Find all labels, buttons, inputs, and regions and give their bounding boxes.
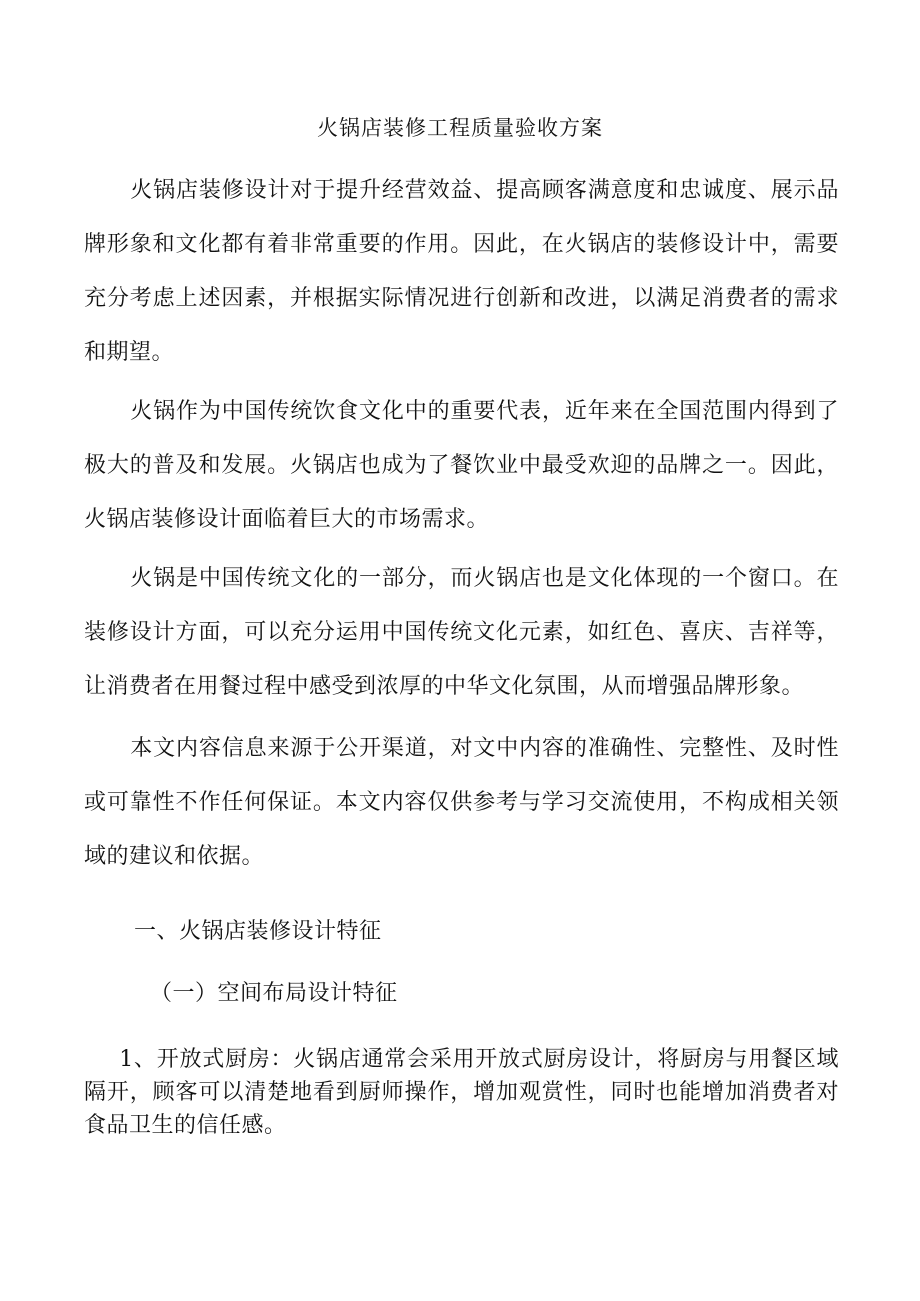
subsection-heading: （一）空间布局设计特征 (150, 981, 398, 1006)
intro-paragraph-3: 火锅是中国传统文化的一部分，而火锅店也是文化体现的一个窗口。在装修设计方面，可以充分运用中国传统文化元素，如红色、喜庆、吉祥等，让消费者在用餐过程中感受到浓厚的中华文化氛围，从而增强品牌形象。 (84, 566, 839, 699)
section-heading: 一、火锅店装修设计特征 (134, 919, 382, 944)
disclaimer-paragraph: 本文内容信息来源于公开渠道，对文中内容的准确性、完整性、及时性或可靠性不作任何保证。本文内容仅供参考与学习交流使用，不构成相关领域的建议和依据。 (84, 736, 839, 869)
intro-paragraph-2: 火锅作为中国传统饮食文化中的重要代表，近年来在全国范围内得到了极大的普及和发展。火锅店也成为了餐饮业中最受欢迎的品牌之一。因此，火锅店装修设计面临着巨大的市场需求。 (84, 399, 839, 532)
document-title: 火锅店装修工程质量验收方案 (317, 116, 603, 140)
item-paragraph-open-kitchen: 1、开放式厨房：火锅店通常会采用开放式厨房设计，将厨房与用餐区域隔开，顾客可以清楚地看到厨师操作，增加观赏性，同时也能增加消费者对食品卫生的信任感。 (84, 1047, 839, 1138)
intro-paragraph-1: 火锅店装修设计对于提升经营效益、提高顾客满意度和忠诚度、展示品牌形象和文化都有着非常重要的作用。因此，在火锅店的装修设计中，需要充分考虑上述因素，并根据实际情况进行创新和改进，以满足消费者的需求和期望。 (84, 178, 839, 365)
